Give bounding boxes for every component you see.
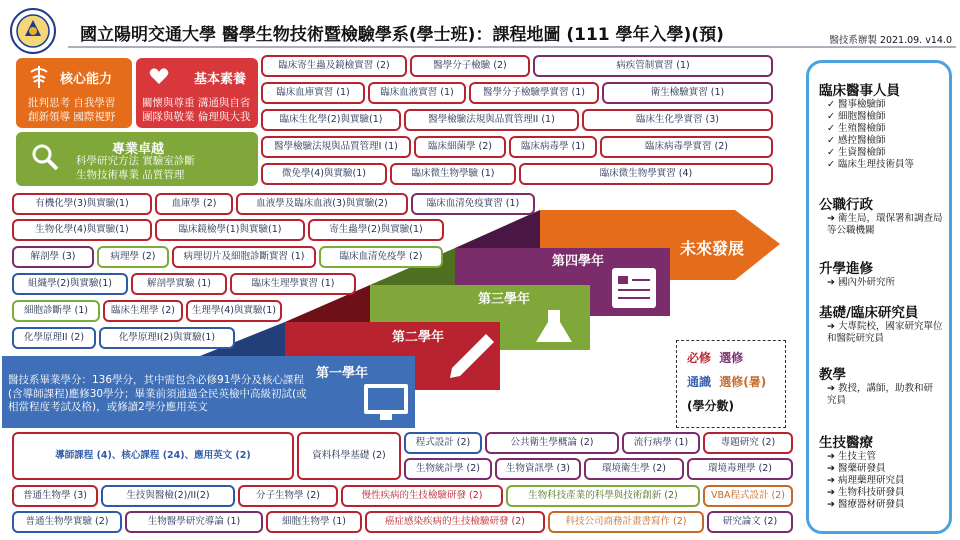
professional-excellence-title: 專業卓越 bbox=[112, 142, 165, 157]
career-item: ➔ 病理藥理研究員 bbox=[827, 475, 905, 486]
course-box[interactable]: 研究論文 (2) bbox=[707, 511, 793, 533]
career-item: ➔ 醫療器材研發員 bbox=[827, 499, 905, 510]
career-item: ➔ 生物科技研發員 bbox=[827, 487, 905, 498]
course-box[interactable]: 臨床血清免疫學 (2) bbox=[319, 246, 443, 268]
year-4-shadow bbox=[455, 210, 540, 248]
basic-literacy-title: 基本素養 bbox=[194, 72, 247, 87]
year-1-label: 第一學年 bbox=[316, 366, 369, 381]
career-title-public: 公職行政 bbox=[819, 197, 873, 213]
course-box[interactable]: 科技公司商務計畫書寫作 (2) bbox=[548, 511, 704, 533]
course-box[interactable]: 環境衛生學 (2) bbox=[584, 458, 684, 480]
career-item: ➔ 教授，講師，助教和研究員 bbox=[827, 383, 933, 406]
course-box[interactable]: 有機化學(3)與實驗(1) bbox=[12, 193, 152, 215]
course-box[interactable]: 病理切片及細胞診斷實習 (1) bbox=[172, 246, 316, 268]
career-title-teaching: 教學 bbox=[819, 367, 846, 383]
career-item: ✓ 細胞醫檢師 bbox=[827, 111, 886, 122]
course-box[interactable]: 生物科技產業的科學與技術創新 (2) bbox=[506, 485, 700, 507]
core-competency-title: 核心能力 bbox=[60, 72, 113, 87]
professional-excellence-line-1: 科學研究方法 實驗室診斷 bbox=[76, 155, 195, 167]
page-subtitle: 醫技系辦製 2021.09. v14.0 bbox=[829, 35, 952, 46]
course-box[interactable]: 導師課程 (4)、核心課程 (24)、應用英文 (2) bbox=[12, 432, 294, 480]
course-box[interactable]: 組織學(2)與實驗(1) bbox=[12, 273, 128, 295]
course-box[interactable]: 生物資訊學 (3) bbox=[495, 458, 581, 480]
course-box[interactable]: 專題研究 (2) bbox=[703, 432, 793, 454]
course-box[interactable]: 化學原理II (2) bbox=[12, 327, 96, 349]
legend-elective: 選修 bbox=[719, 351, 744, 365]
course-box[interactable]: 臨床病毒學 (1) bbox=[509, 136, 597, 158]
career-item: ➔ 大專院校，國家研究單位和醫院研究員 bbox=[827, 321, 943, 344]
career-item: ✓ 感控醫檢師 bbox=[827, 135, 886, 146]
career-item: ✓ 醫事檢驗師 bbox=[827, 99, 886, 110]
legend-box bbox=[676, 340, 786, 428]
course-box[interactable]: 細胞生物學 (1) bbox=[266, 511, 362, 533]
course-box[interactable]: 醫學分子檢驗學實習 (1) bbox=[469, 82, 599, 104]
career-item: ✓ 生殖醫檢師 bbox=[827, 123, 886, 134]
career-title-research: 基礎/臨床研究員 bbox=[819, 305, 919, 321]
course-box[interactable]: 臨床生化學實習 (3) bbox=[582, 109, 773, 131]
course-box[interactable]: 醫學檢驗法規與品質管理II (1) bbox=[404, 109, 579, 131]
year-4-label: 第四學年 bbox=[552, 254, 605, 269]
course-box[interactable]: 分子生物學 (2) bbox=[238, 485, 338, 507]
course-box[interactable]: 臨床微生物學驗 (1) bbox=[390, 163, 516, 185]
course-box[interactable]: 公共衛生學概論 (2) bbox=[485, 432, 619, 454]
course-box[interactable]: 癌症感染疾病的生技檢驗研發 (2) bbox=[365, 511, 545, 533]
document-icon bbox=[612, 268, 656, 308]
course-box[interactable]: 環境毒理學 (2) bbox=[687, 458, 793, 480]
core-competency-line-2: 創新領導 國際視野 bbox=[28, 111, 116, 123]
course-box[interactable]: 病疾管制實習 (1) bbox=[533, 55, 773, 77]
career-item: ✓ 生資醫檢師 bbox=[827, 147, 886, 158]
course-box[interactable]: 解剖學 (3) bbox=[12, 246, 94, 268]
basic-literacy-line-2: 團隊與敬業 倫理與大我 bbox=[142, 111, 251, 123]
legend-required: 必修 bbox=[687, 351, 712, 365]
course-box[interactable]: 寄生蟲學(2)與實驗(1) bbox=[308, 219, 444, 241]
course-box[interactable]: 血庫學 (2) bbox=[155, 193, 233, 215]
course-box[interactable]: 生物統計學 (2) bbox=[404, 458, 492, 480]
course-box[interactable]: 慢性疾病的生技檢驗研發 (2) bbox=[341, 485, 503, 507]
course-box[interactable]: 生技與醫檢(2)/II(2) bbox=[101, 485, 235, 507]
course-box[interactable]: 臨床鏡檢學(1)與實驗(1) bbox=[155, 219, 305, 241]
course-box[interactable]: 臨床生理學實習 (1) bbox=[230, 273, 356, 295]
course-box[interactable]: 普通生物學實驗 (2) bbox=[12, 511, 122, 533]
career-item: ➔ 衛生局，環保署和調查局等公職機關 bbox=[827, 213, 943, 236]
future-development-label: 未來發展 bbox=[680, 239, 745, 258]
year-3-label: 第三學年 bbox=[478, 292, 531, 307]
career-item: ➔ 國內外研究所 bbox=[827, 277, 895, 288]
course-box[interactable]: 臨床血庫實習 (1) bbox=[261, 82, 365, 104]
course-box[interactable]: 生理學(4)與實驗(1) bbox=[186, 300, 282, 322]
course-box[interactable]: 臨床病毒學實習 (2) bbox=[600, 136, 773, 158]
professional-excellence-line-2: 生物技術專業 品質管理 bbox=[76, 169, 185, 181]
course-box[interactable]: 微免學(4)與實驗(1) bbox=[261, 163, 387, 185]
course-box[interactable]: 病理學 (2) bbox=[97, 246, 169, 268]
course-box[interactable]: 醫學檢驗法規與品質管理I (1) bbox=[261, 136, 411, 158]
career-panel bbox=[806, 60, 952, 534]
career-title-clinical: 臨床醫事人員 bbox=[819, 83, 900, 99]
career-item: ➔ 生技主管 bbox=[827, 451, 876, 462]
course-box[interactable]: 醫學分子檢驗 (2) bbox=[410, 55, 530, 77]
course-box[interactable]: 細胞診斷學 (1) bbox=[12, 300, 100, 322]
career-title-study: 升學進修 bbox=[819, 261, 873, 277]
course-box[interactable]: 普通生物學 (3) bbox=[12, 485, 98, 507]
legend-general: 通識 bbox=[687, 375, 712, 389]
career-item: ➔ 醫藥研發員 bbox=[827, 463, 886, 474]
course-box[interactable]: 臨床微生物學實習 (4) bbox=[519, 163, 773, 185]
career-item: ✓ 臨床生理技術員等 bbox=[827, 159, 914, 170]
career-title-biotech: 生技醫療 bbox=[819, 435, 873, 451]
course-box[interactable]: 臨床血清免疫實習 (1) bbox=[411, 193, 535, 215]
course-box[interactable]: 生物醫學研究導論 (1) bbox=[125, 511, 263, 533]
course-box[interactable]: 臨床寄生蟲及鏡檢實習 (2) bbox=[261, 55, 407, 77]
course-box[interactable]: 血液學及臨床血液(3)與實驗(2) bbox=[236, 193, 408, 215]
course-box[interactable]: 衛生檢驗實習 (1) bbox=[602, 82, 773, 104]
course-box[interactable]: VBA程式設計 (2) bbox=[703, 485, 793, 507]
course-box[interactable]: 流行病學 (1) bbox=[622, 432, 700, 454]
course-box[interactable]: 臨床細菌學 (2) bbox=[414, 136, 506, 158]
graduation-note: 醫技系畢業學分：136學分，其中需包含必修91學分及核心課程(含導師課程)應修30學分；畢業前須通過全民英檢中高級初試(或相當程度考試及格)，或修讀2學分應用英文 bbox=[8, 374, 307, 413]
core-competency-line-1: 批判思考 自我學習 bbox=[28, 97, 116, 109]
course-box[interactable]: 臨床生化學(2)與實驗(1) bbox=[261, 109, 401, 131]
year-2-label: 第二學年 bbox=[392, 330, 445, 345]
course-box[interactable]: 化學原理I(2)與實驗(1) bbox=[99, 327, 235, 349]
course-box[interactable]: 資料科學基礎 (2) bbox=[297, 432, 401, 480]
legend-elective-summer: 選修(暑) bbox=[719, 375, 767, 389]
course-box[interactable]: 臨床生理學 (2) bbox=[103, 300, 183, 322]
course-box[interactable]: 程式設計 (2) bbox=[404, 432, 482, 454]
basic-literacy-line-1: 關懷與尊重 溝通與自省 bbox=[142, 97, 251, 109]
course-box[interactable]: 臨床血液實習 (1) bbox=[368, 82, 466, 104]
legend-credits: (學分數) bbox=[687, 399, 734, 413]
course-box[interactable]: 生物化學(4)與實驗(1) bbox=[12, 219, 152, 241]
course-box[interactable]: 解剖學實驗 (1) bbox=[131, 273, 227, 295]
page-title: 國立陽明交通大學 醫學生物技術暨檢驗學系(學士班)：課程地圖 (111 學年入學)(預) bbox=[80, 25, 724, 45]
